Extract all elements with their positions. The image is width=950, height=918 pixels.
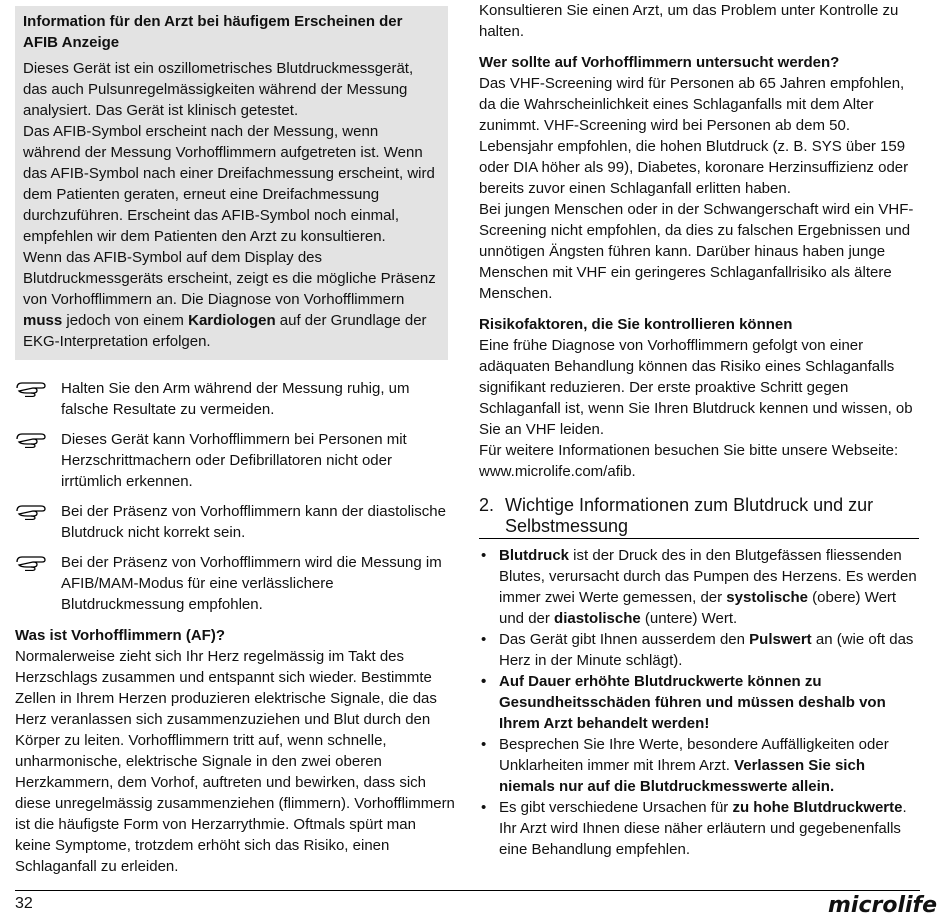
tip-item — [15, 552, 455, 615]
text-span: Besprechen Sie Ihre Werte, besondere Auffälligkeiten oder Unklarheiten immer mit Ihrem Arzt. — [499, 736, 889, 774]
continued-paragraph: Konsultieren Sie einen Arzt, um das Problem unter Kontrolle zu halten. — [479, 2, 899, 40]
tip-text: Bei der Präsenz von Vorhofflimmern wird die Messung im AFIB/MAM-Modus für eine verlässlichere Blutdruckmessung empfohlen. — [61, 554, 442, 613]
bullet-item — [479, 734, 919, 797]
bullet-list — [479, 545, 919, 860]
emphasis-text: zu hohe Blutdruckwerte — [732, 799, 903, 816]
tip-item — [15, 429, 455, 492]
tip-text: Halten Sie den Arm während der Messung ruhig, um falsche Resultate zu vermeiden. — [61, 380, 410, 418]
tip-item — [15, 501, 455, 543]
tip-text: Dieses Gerät kann Vorhofflimmern bei Personen mit Herzschrittmachern oder Defibrillatoren nicht oder irrtümlich erkennen. — [61, 431, 407, 490]
pointing-hand-icon — [15, 553, 51, 571]
screening-heading: Wer sollte auf Vorhofflimmern untersucht werden? — [479, 54, 840, 71]
section-number: 2. — [479, 495, 495, 515]
af-paragraph: Normalerweise zieht sich Ihr Herz regelmässig im Takt des Herzschlags zusammen und entspannt sich wieder. Bestimmte Zellen in Ihrem Herzen produzieren elektrische Signale, die das Herz veranlassen sich zusammenzuziehen und Blut durch den Körper zu leiten. Vorhofflimmern tritt auf, wenn schnelle, unharmonische, elektrische Signale in den zwei oberen Herzkammern, dem Vorhof, auftreten und bewirken, dass sich diese unregelmässig zusammenziehen (flimmern). Vorhofflimmern ist die häufigste Form von Herzarrythmie. Oftmals spürt man keine Symptome, trotzdem erhöht sich das Risiko, einen Schlaganfall zu erleiden. — [15, 648, 455, 875]
emphasis-text: systolische — [726, 589, 809, 606]
section-heading — [479, 495, 919, 539]
bullet-item — [479, 545, 919, 629]
info-box-paragraph: Dieses Gerät ist ein oszillometrisches Blutdruckmessgerät, das auch Pulsunregelmässigkeiten während der Messung analysiert. Das Gerät ist klinisch getestet. — [23, 60, 414, 119]
text-span: Wenn das AFIB-Symbol auf dem Display des Blutdruckmessgeräts erscheint, zeigt es die mögliche Präsenz von Vorhofflimmern an. Die Diagnose von Vorhofflimmern — [23, 249, 436, 308]
text-span: Es gibt verschiedene Ursachen für — [499, 799, 733, 816]
section-title: Wichtige Informationen zum Blutdruck und zur Selbstmessung — [505, 495, 874, 536]
emphasis-text: Verlassen Sie sich niemals nur auf die Blutdruckmesswerte allein. — [499, 757, 865, 795]
bullet-item — [479, 797, 919, 860]
text-span: an (wie oft das Herz in der Minute schlägt). — [499, 631, 914, 669]
text-span: (untere) Wert. — [640, 610, 738, 627]
pointing-hand-icon — [15, 379, 51, 397]
emphasis-text: diastolische — [554, 610, 641, 627]
left-column — [15, 0, 455, 877]
tip-list — [15, 378, 455, 615]
doctor-info-box — [15, 6, 448, 360]
info-box-paragraph — [23, 247, 436, 352]
pointing-hand-icon — [15, 502, 51, 520]
right-column — [479, 0, 919, 860]
text-span: jedoch von einem — [62, 312, 189, 329]
screening-paragraph: Das VHF-Screening wird für Personen ab 65 Jahren empfohlen, da die Wahrscheinlichkeit eines Schlaganfalls mit dem Alter zunimmt. VHF-Screening wird bei Personen ab dem 50. Lebensjahr empfohlen, die hohen Blutdruck (z. B. SYS über 159 oder DIA höher als 99), Diabetes, koronare Herzinsuffizienz oder bereits zuvor einen Schlaganfall erlitten haben. — [479, 75, 909, 197]
bullet-item — [479, 629, 919, 671]
tip-text: Bei der Präsenz von Vorhofflimmern kann der diastolische Blutdruck nicht korrekt sein. — [61, 503, 446, 541]
af-heading: Was ist Vorhofflimmern (AF)? — [15, 627, 225, 644]
emphasis-text: Kardiologen — [188, 312, 276, 329]
text-span: . Ihr Arzt wird Ihnen diese näher erläutern und gegebenenfalls eine Behandlung empfehlen. — [499, 799, 907, 858]
page-number: 32 — [15, 895, 33, 912]
info-box-title: Information für den Arzt bei häufigem Erscheinen der AFIB Anzeige — [23, 13, 403, 51]
pointing-hand-icon — [15, 430, 51, 448]
emphasis-text: muss — [23, 312, 63, 329]
risk-paragraph: Eine frühe Diagnose von Vorhofflimmern gefolgt von einer adäquaten Behandlung können das Risiko eines Schlaganfalls signifikant reduzieren. Der erste proaktive Schritt gegen Schlaganfall ist, wenn Sie Ihren Blutdruck kennen und wissen, ob Sie an VHF leiden. — [479, 337, 913, 438]
text-span: auf der Grundlage der EKG-Interpretation erfolgen. — [23, 312, 427, 350]
footer-rule — [15, 890, 920, 891]
info-box-paragraph: Das AFIB-Symbol erscheint nach der Messung, wenn während der Messung Vorhofflimmern aufgetreten ist. Wenn das AFIB-Symbol nach einer Dreifachmessung erscheint, wird dem Patienten geraten, erneut eine Dreifachmessung durchzuführen. Erscheint das AFIB-Symbol noch einmal, empfehlen wir dem Patienten den Arzt zu konsultieren. — [23, 123, 435, 245]
text-span: ist der Druck des in den Blutgefässen fliessenden Blutes, verursacht durch das Pumpen des Herzens. Es werden immer zwei Werte gemessen, der — [499, 547, 917, 606]
text-span: (obere) Wert und der — [499, 589, 897, 627]
emphasis-text: Pulswert — [749, 631, 812, 648]
screening-paragraph: Bei jungen Menschen oder in der Schwangerschaft wird ein VHF-Screening nicht empfohlen, da dies zu falschen Ergebnissen und unnötigen Ängsten führen kann. Darüber hinaus haben junge Menschen mit VHF ein geringeres Schlaganfallrisiko als ältere Menschen. — [479, 201, 914, 302]
bullet-item: • Auf Dauer erhöhte Blutdruckwerte können zu Gesundheitsschäden führen und müssen deshalb von Ihrem Arzt behandelt werden! — [479, 671, 919, 734]
website-paragraph: Für weitere Informationen besuchen Sie bitte unsere Webseite: www.microlife.com/afib. — [479, 442, 899, 480]
microlife-logo: microlife — [828, 893, 938, 918]
emphasis-text: Blutdruck — [499, 547, 570, 564]
tip-item — [15, 378, 455, 420]
risk-heading: Risikofaktoren, die Sie kontrollieren können — [479, 316, 793, 333]
text-span: Das Gerät gibt Ihnen ausserdem den — [499, 631, 750, 648]
